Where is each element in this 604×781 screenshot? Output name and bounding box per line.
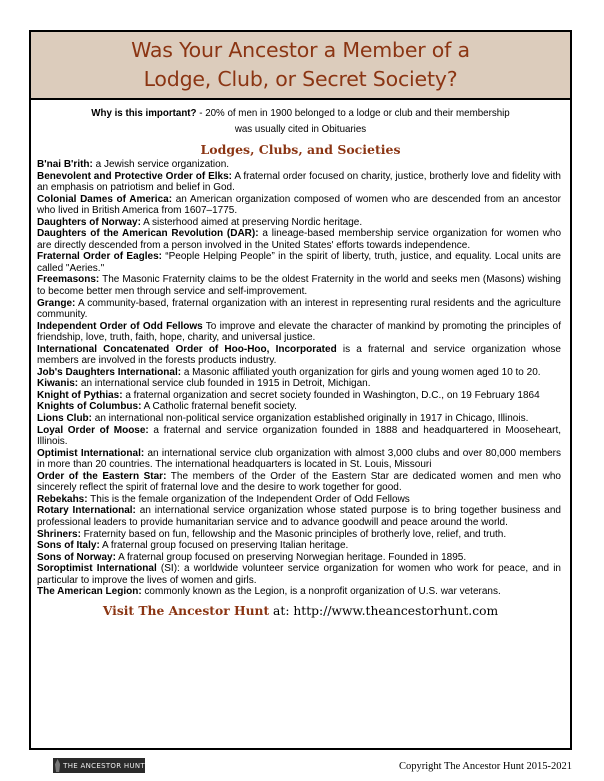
entry-desc: (SI): a worldwide volunteer service organization for women who work for peace, and in particular to improve the lives of women and girls. — [37, 563, 561, 586]
entry-desc: commonly known as the Legion, is a nonprofit organization of U.S. war veterans. — [141, 586, 501, 598]
section-title: Lodges, Clubs, and Societies — [200, 142, 401, 157]
entry-desc: A community-based, fraternal organization with an interest in representing rural residents and the agriculture community. — [37, 297, 561, 321]
entry-optimist-international — [37, 448, 561, 471]
entry-american-legion — [37, 586, 561, 598]
entry-lions-club — [37, 413, 561, 425]
entry-name: B'nai B'rith: — [37, 159, 93, 170]
website-link[interactable]: at: http://www.theancestorhunt.com — [269, 603, 499, 618]
why-text: - 20% of men in 1900 belonged to a lodge or club and their membership was usually cited in Obituaries — [196, 107, 510, 135]
entry-name: Soroptimist International — [37, 563, 157, 575]
entry-name: Loyal Order of Moose: — [37, 424, 149, 436]
entry-desc: a fraternal and service organization founded in 1888 and headquartered in Mooseheart, Illinois. — [37, 424, 562, 448]
entry-desc: A sisterhood aimed at preserving Nordic heritage. — [140, 216, 363, 228]
entry-jobs-daughters — [37, 367, 561, 379]
copyright-notice: Copyright The Ancestor Hunt 2015-2021 — [398, 761, 572, 772]
entry-desc: The Masonic Fraternity claims to be the oldest Fraternity in the world and seeks men (Masons) wishing to become better men through service and self-improvement. — [37, 274, 561, 298]
entry-desc: an American organization composed of women who are descended from an ancestor who lived in British America from 1607–1775. — [37, 193, 561, 217]
entry-kiwanis — [37, 378, 561, 390]
entry-rotary-international — [37, 505, 561, 528]
title-line-1: Was Your Ancestor a Member of a — [131, 38, 470, 62]
entry-desc: is a fraternal and service organization whose members are involved in the forests products industry. — [37, 343, 561, 367]
entry-knight-of-pythias — [37, 390, 561, 402]
entry-name: Kiwanis: — [37, 378, 79, 390]
entry-sons-of-norway — [37, 552, 561, 564]
entry-desc: A fraternal group focused on preserving Norwegian heritage. Founded in 1895. — [115, 551, 467, 563]
entry-desc: a Jewish service organization. — [92, 159, 230, 170]
entry-dar — [37, 228, 561, 251]
entry-desc: an international non-political service organization established originally in 1917 in Chicago, Illinois. — [92, 413, 529, 425]
society-list — [31, 159, 570, 598]
entry-hoo-hoo — [37, 344, 561, 367]
logo-emblem-icon — [55, 759, 60, 772]
title-line-2: Lodge, Club, or Secret Society? — [143, 67, 458, 91]
entry-name: Rotary International: — [37, 505, 136, 517]
entry-desc: a lineage-based membership service organization for women who are directly descended from a person involved in the United States' efforts towards independence. — [37, 228, 561, 251]
entry-name: Order of the Eastern Star: — [37, 470, 167, 482]
entry-desc: Fraternity based on fun, fellowship and the Masonic principles of brotherly love, relief, and truth. — [80, 528, 507, 540]
entry-name: Daughters of Norway: — [37, 216, 141, 228]
entry-shriners — [37, 529, 561, 541]
entry-desc: To improve and elevate the character of mankind by promoting the principles of friendship, love, truth, faith, hope, charity, and universal justice. — [37, 320, 561, 344]
visit-line — [31, 603, 570, 618]
entry-name: Sons of Italy: — [37, 540, 100, 552]
entry-desc: an international service club founded in 1915 in Detroit, Michigan. — [78, 378, 371, 390]
entry-freemasons — [37, 274, 561, 297]
page-title — [131, 36, 470, 94]
ancestor-hunt-logo — [53, 758, 145, 773]
entry-desc: A Catholic fraternal benefit society. — [141, 401, 297, 413]
entry-name: Grange: — [37, 297, 76, 309]
why-label: Why is this important? — [91, 107, 197, 119]
entry-desc: an international service club organization with almost 3,000 clubs and over 80,000 members in more than 20 countries. The international headquarters is located in St. Louis, Missouri — [37, 447, 562, 471]
entry-name: The American Legion: — [37, 586, 142, 598]
entry-rebekahs — [37, 494, 561, 506]
entry-desc: This is the female organization of the Independent Order of Odd Fellows — [87, 493, 410, 505]
entry-soroptimist — [37, 563, 561, 586]
entry-name: Knights of Columbus: — [37, 401, 142, 413]
entry-eagles — [37, 251, 561, 274]
document-frame — [29, 30, 572, 750]
entry-desc: “People Helping People” in the spirit of liberty, truth, justice, and equality. Local units are called "Aeries." — [37, 251, 561, 274]
visit-label: Visit The Ancestor Hunt — [102, 602, 270, 618]
entry-colonial-dames — [37, 194, 561, 217]
entry-name: Fraternal Order of Eagles: — [37, 251, 162, 263]
entry-name: Job's Daughters International: — [37, 366, 182, 378]
entry-sons-of-italy — [37, 540, 561, 552]
entry-desc: an international service organization whose stated purpose is to bring together business and professional leaders to provide humanitarian service and to advance goodwill and peace around the world. — [37, 505, 561, 528]
entry-knights-of-columbus — [37, 401, 561, 413]
entry-odd-fellows — [37, 321, 561, 344]
entry-name: Rebekahs: — [37, 493, 88, 505]
entry-name: Benevolent and Protective Order of Elks: — [37, 170, 233, 182]
entry-elks — [37, 171, 561, 194]
entry-name: International Concatenated Order of Hoo-Hoo, Incorporated — [37, 343, 337, 355]
entry-grange — [37, 298, 561, 321]
entry-name: Lions Club: — [37, 413, 92, 425]
title-banner — [31, 32, 570, 100]
entry-daughters-of-norway — [37, 217, 561, 229]
entry-loyal-order-of-moose — [37, 425, 561, 448]
entry-desc: A fraternal order focused on charity, justice, brotherly love and fidelity with an emphasis on patriotism and belief in God. — [37, 170, 561, 194]
entry-name: Daughters of the American Revolution (DAR): — [37, 228, 259, 240]
entry-name: Independent Order of Odd Fellows — [37, 320, 203, 332]
entry-name: Sons of Norway: — [37, 551, 116, 563]
entry-desc: The members of the Order of the Eastern Star are dedicated women and men who sincerely reflect the spirit of fraternal love and the desire to work together for good. — [37, 470, 561, 494]
why-important-note — [87, 105, 514, 137]
entry-name: Shriners: — [37, 528, 81, 540]
entry-name: Knight of Pythias: — [37, 389, 123, 401]
logo-text: THE ANCESTOR HUNT — [63, 761, 145, 770]
entry-name: Colonial Dames of America: — [37, 193, 173, 205]
entry-eastern-star — [37, 471, 561, 494]
entry-bnai-brith — [37, 159, 561, 171]
entry-desc: a fraternal organization and secret society founded in Washington, D.C., on 19 February 1864 — [122, 389, 540, 401]
entry-desc: A fraternal group focused on preserving Italian heritage. — [99, 540, 349, 552]
entry-name: Optimist International: — [37, 447, 145, 459]
entry-name: Freemasons: — [37, 274, 100, 286]
entry-desc: a Masonic affiliated youth organization for girls and young women aged 10 to 20. — [181, 366, 541, 378]
